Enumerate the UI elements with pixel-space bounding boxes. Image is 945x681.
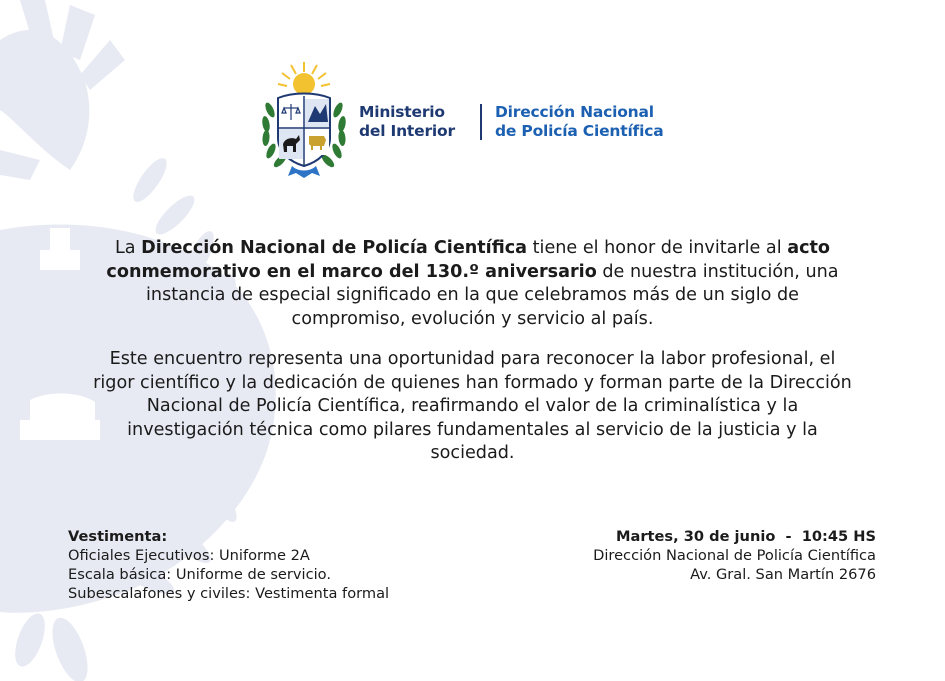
attire-item: Subescalafones y civiles: Vestimenta formal [68,585,390,602]
invitation-paragraph-1 [90,237,855,331]
p1-text-a: La [114,238,142,258]
coat-of-arms-seal [258,60,350,182]
header-divider [480,104,482,140]
ministry-line-1: Ministerio [359,103,445,121]
ministry-line-2: del Interior [359,122,455,140]
event-venue: Dirección Nacional de Policía Científica [593,547,876,564]
event-details [456,527,876,584]
attire-section [68,527,488,603]
event-address: Av. Gral. San Martín 2676 [690,566,876,583]
attire-item: Oficiales Ejecutivos: Uniforme 2A [68,547,310,564]
p1-bold-event: acto conmemorativo en el marco del 130.º aniversario [106,238,831,282]
p1-text-c: tiene el honor de invitarle al [527,238,788,258]
dncp-line-1: Dirección Nacional [495,103,654,121]
invitation-text [90,237,855,466]
invitation-paragraph-2: Este encuentro representa una oportunidad para reconocer la labor profesional, el rigor científico y la dedicación de quienes han formado y forman parte de la Dirección Nacional de Policía Científica, reafirmando el valor de la criminalística y la investigación técnica como pilares fundamentales al servicio de la justicia y la sociedad. [93,349,852,463]
dncp-line-2: de Policía Científica [495,122,664,140]
attire-title: Vestimenta: [68,528,168,545]
p1-text-e: de nuestra institución, una instancia de especial significado en la que celebramos más de un siglo de compromiso, evolución y servicio al país. [146,261,839,329]
p1-bold-institution: Dirección Nacional de Policía Científica [141,238,528,258]
attire-item: Escala básica: Uniforme de servicio. [68,566,331,583]
dncp-name [495,103,663,141]
ministry-name [359,103,455,141]
institution-header [258,60,698,185]
event-date-time: Martes, 30 de junio - 10:45 HS [615,528,876,545]
sun-icon [278,62,330,95]
